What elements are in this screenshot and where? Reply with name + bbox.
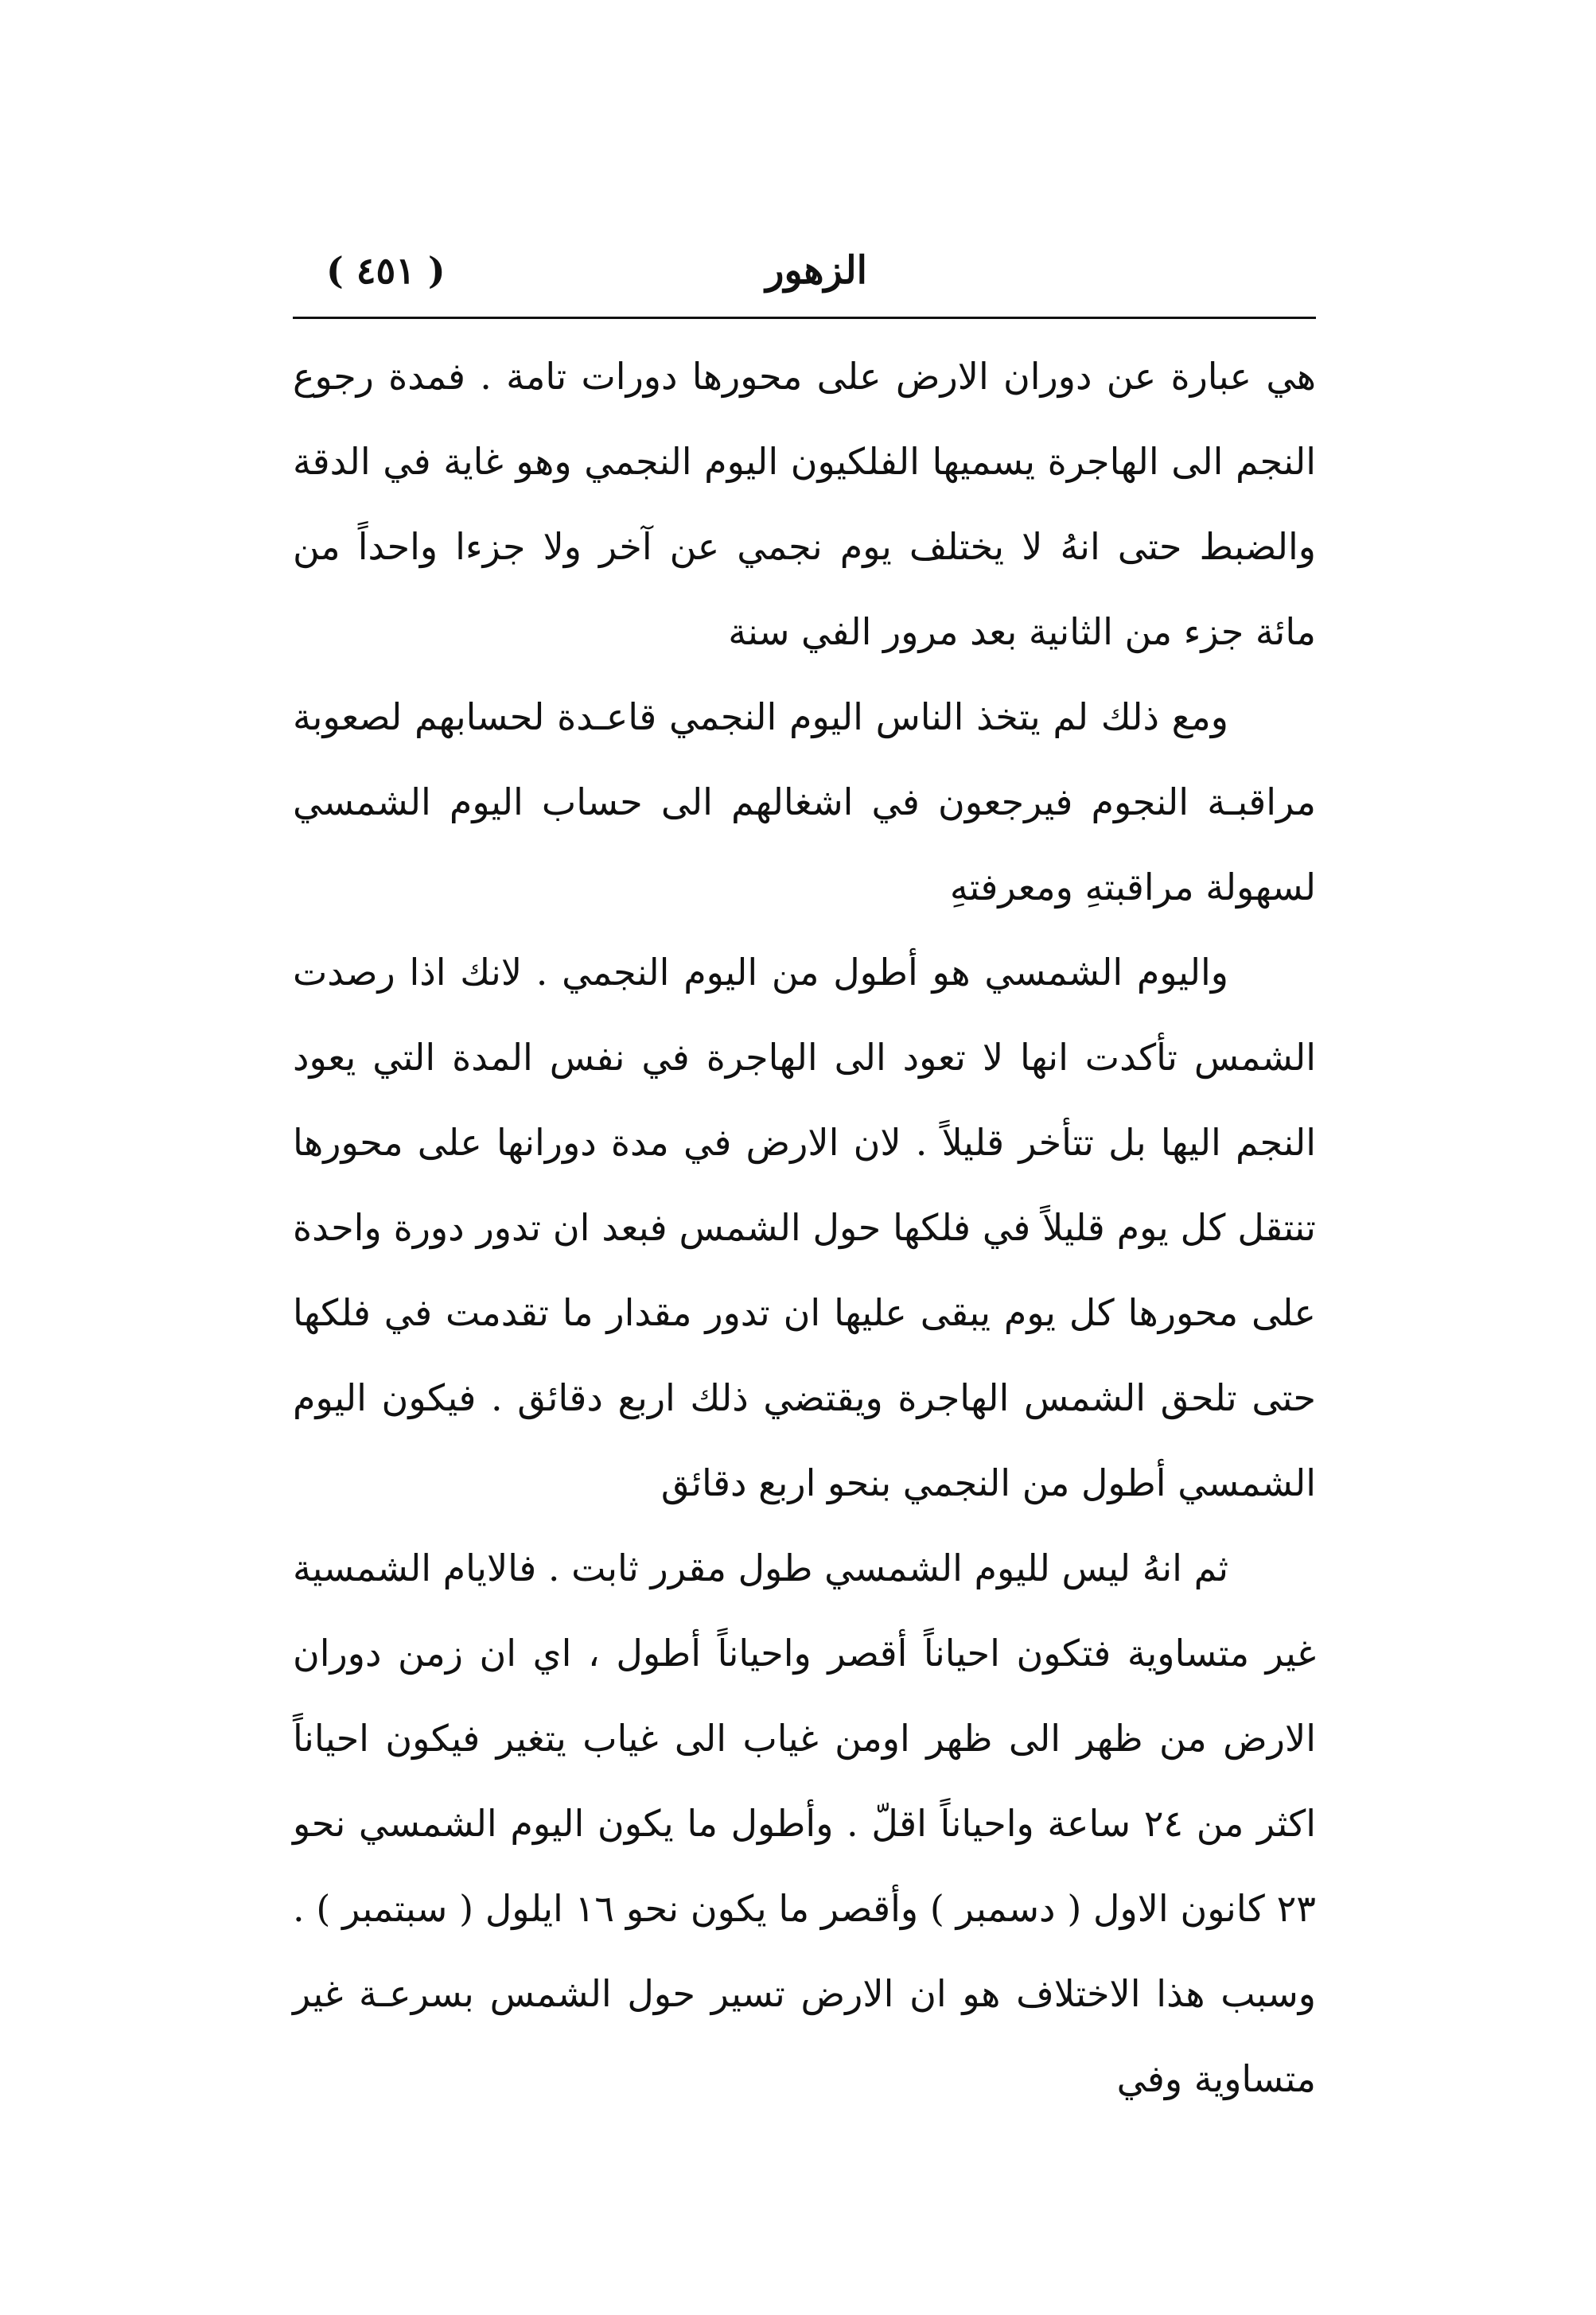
header-title: الزهور — [765, 248, 867, 293]
paragraph-3: واليوم الشمسي هو أطول من اليوم النجمي . لانك اذا رصدت الشمس تأكدت انها لا تعود الى الهاجرة في نفس المدة التي يعود النجم اليها بل تتأخر قليلاً . لان الارض في مدة دورانها على محورها تنتقل كل يوم قليلاً في فلكها حول الشمس فبعد ان تدور دورة واحدة على محورها كل يوم يبقى عليها ان تدور مقدار ما تقدمت في فلكها حتى تلحق الشمس الهاجرة ويقتضي ذلك اربع دقائق . فيكون اليوم الشمسي أطول من النجمي بنحو اربع دقائق — [293, 951, 1316, 1504]
page-number: ( ٤٥١ ) — [326, 249, 446, 292]
paragraph-4: ثم انهُ ليس لليوم الشمسي طول مقرر ثابت . فالايام الشمسية غير متساوية فتكون احياناً أقصر واحياناً أطول ، اي ان زمن دوران الارض من ظهر الى ظهر اومن غياب الى غياب يتغير فيكون احياناً اكثر من ٢٤ ساعة واحياناً اقلّ . وأطول ما يكون اليوم الشمسي نحو ٢٣ كانون الاول ( دسمبر ) وأقصر ما يكون نحو ١٦ ايلول ( سبتمبر ) . وسبب هذا الاختلاف هو ان الارض تسير حول الشمس بسرعـة غير متساوية وفي — [293, 1547, 1316, 2100]
paragraph-2: ومع ذلك لم يتخذ الناس اليوم النجمي قاعـدة لحسابهم لصعوبة مراقبـة النجوم فيرجعون في اشغالهم الى حساب اليوم الشمسي لسهولة مراقبتهِ ومعرفتهِ — [293, 695, 1316, 908]
paragraph-1: هي عبارة عن دوران الارض على محورها دورات تامة . فمدة رجوع النجم الى الهاجرة يسميها الفلكيون اليوم النجمي وهو غاية في الدقة والضبط حتى انهُ لا يختلف يوم نجمي عن آخر ولا جزءا واحداً من مائة جزء من الثانية بعد مرور الفي سنة — [293, 355, 1316, 653]
body-text — [293, 334, 1316, 2122]
running-header — [294, 239, 1313, 302]
header-rule — [293, 317, 1316, 319]
